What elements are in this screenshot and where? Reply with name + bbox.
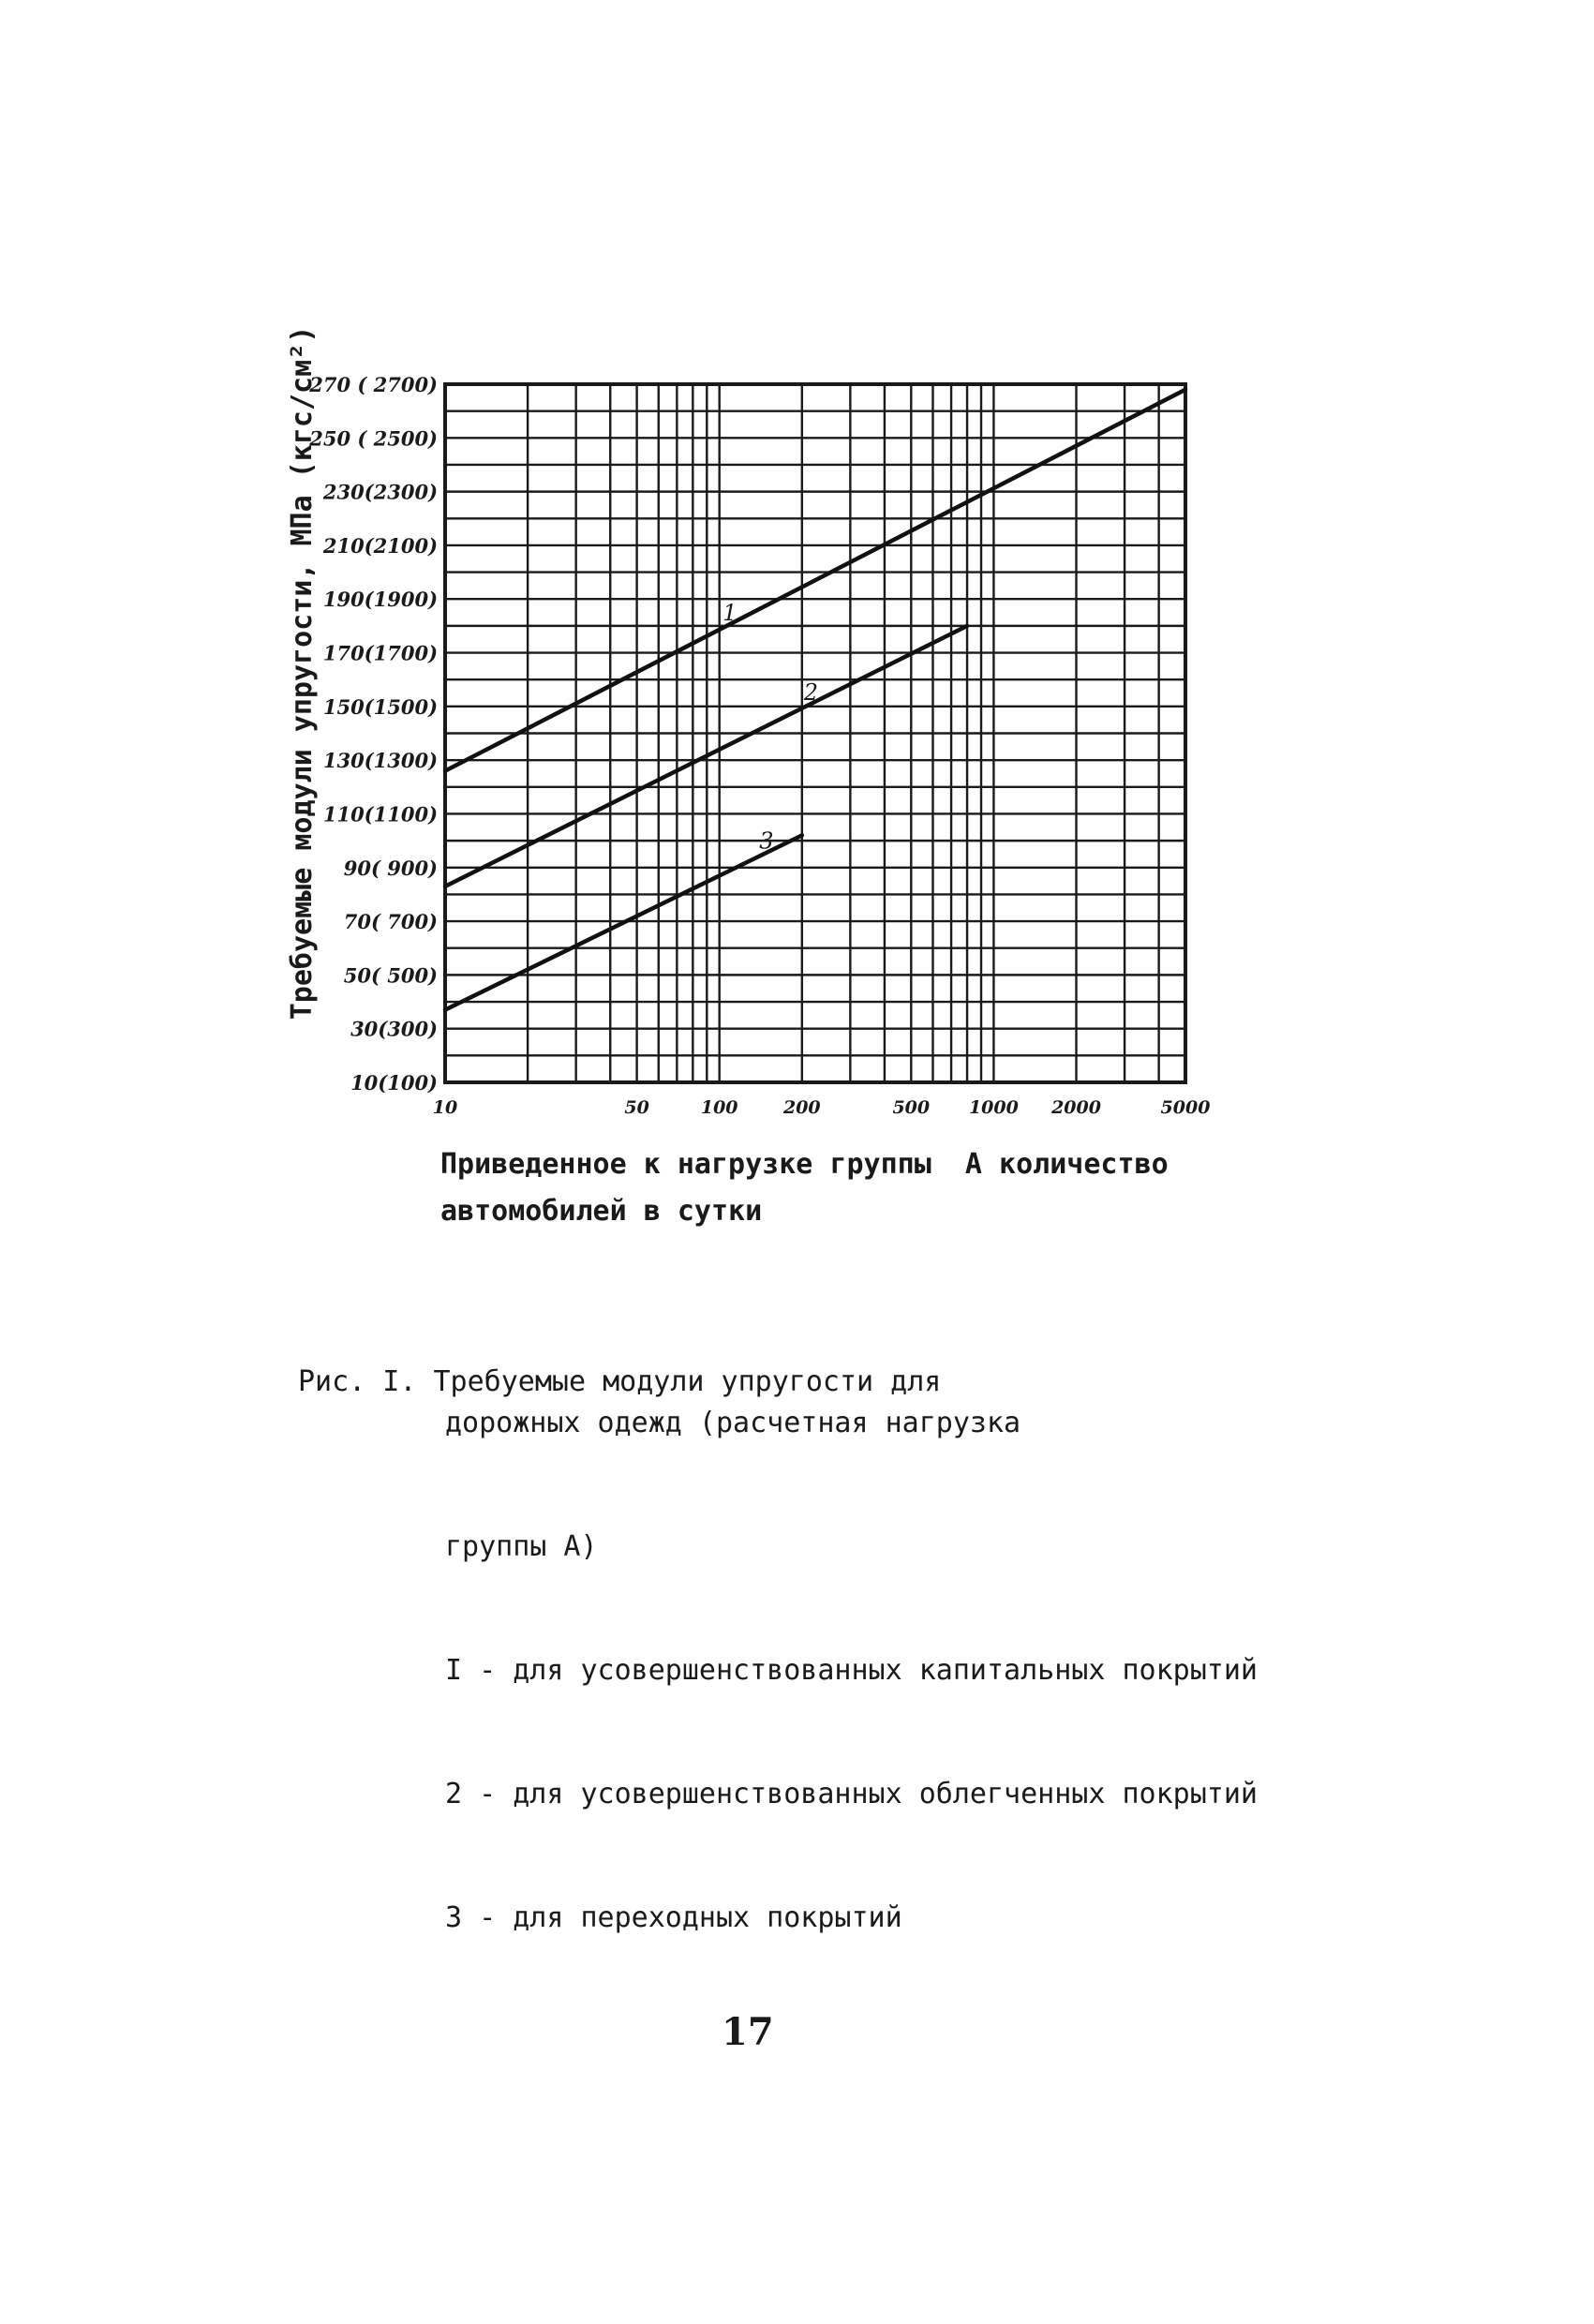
y-tick-label: 170(1700)	[322, 641, 438, 665]
y-tick-label: 50( 500)	[343, 963, 438, 988]
x-tick-label: 200	[782, 1097, 821, 1118]
x-tick-label: 5000	[1160, 1097, 1211, 1118]
curve-label-2: 2	[803, 678, 819, 706]
y-tick-label: 110(1100)	[322, 802, 438, 827]
curve-label-1: 1	[723, 600, 737, 627]
x-tick-label: 1000	[968, 1097, 1019, 1118]
caption-item-2: 2 - для усовершенствованных облегченных покрытий	[445, 1778, 1258, 1810]
y-tick-label: 10(100)	[350, 1071, 438, 1095]
x-axis-label	[440, 1141, 1169, 1235]
y-tick-label: 90( 900)	[343, 856, 438, 880]
y-tick-label: 210(2100)	[322, 533, 438, 558]
caption-line-3: группы А)	[445, 1530, 598, 1563]
series-line-1	[445, 390, 1185, 771]
y-tick-label: 190(1900)	[322, 588, 438, 612]
page-number: 17	[722, 2010, 774, 2054]
curve-label-3: 3	[759, 827, 774, 855]
grid	[445, 384, 1185, 1082]
caption-item-3: 3 - для переходных покрытий	[445, 1901, 902, 1934]
figure-caption-cont	[445, 1320, 1258, 1980]
y-tick-label: 30(300)	[350, 1017, 438, 1041]
x-axis-label-line-2: автомобилей в сутки	[440, 1195, 763, 1228]
caption-line-1: Рис. I. Требуемые модули упругости для	[298, 1365, 942, 1398]
x-tick-labels	[433, 1097, 1211, 1118]
caption-line-2: дорожных одежд (расчетная нагрузка	[445, 1407, 1021, 1439]
series-layer	[445, 390, 1185, 1010]
y-axis-label: Требуемые модули упругости, МПа (кгс/см²)	[286, 325, 319, 1020]
y-tick-label: 130(1300)	[322, 749, 438, 773]
y-tick-label: 70( 700)	[343, 910, 438, 934]
y-tick-label: 270 ( 2700)	[309, 373, 438, 396]
y-tick-label: 150(1500)	[322, 694, 438, 719]
y-tick-labels	[308, 373, 438, 1095]
x-tick-label: 500	[892, 1097, 931, 1118]
caption-item-1: I - для усовершенствованных капитальных покрытий	[445, 1654, 1258, 1687]
x-tick-label: 100	[700, 1097, 738, 1118]
x-axis-label-line-1: Приведенное к нагрузке группы А количество	[440, 1148, 1169, 1181]
y-tick-label: 250 ( 2500)	[309, 426, 438, 451]
x-tick-label: 50	[624, 1097, 649, 1118]
chart	[0, 0, 1594, 1134]
y-tick-label: 230(2300)	[322, 480, 438, 504]
x-tick-label: 10	[432, 1097, 458, 1118]
x-tick-label: 2000	[1051, 1097, 1101, 1118]
